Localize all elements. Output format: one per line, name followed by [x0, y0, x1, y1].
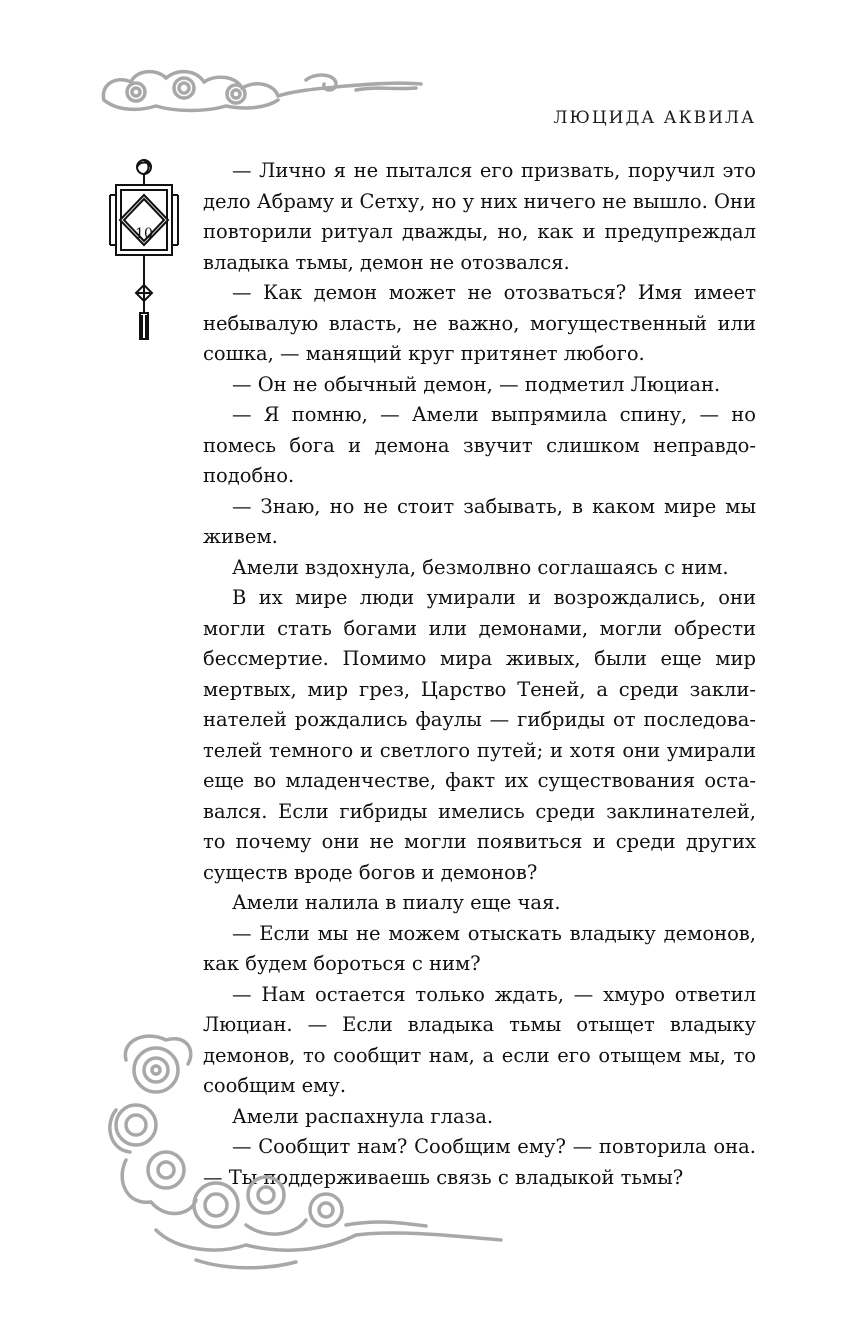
pendant-ornament-icon	[104, 155, 184, 345]
cloud-ornament-top-icon	[96, 60, 426, 120]
page-number: 10	[135, 226, 153, 242]
paragraph: В их мире люди умирали и возрождались, они могли стать богами или демонами, могли обрести бессмертие. Помимо мира живых, были еще мир мертвых, мир грез, Царство Теней, а среди заклинателей рождались фаулы — гибриды от последователей темного и светлого путей; и хотя они умирали еще во младенчестве, факт их существования оставался. Если гибриды имелись среди заклинателей, то почему они не могли появиться и среди других существ вроде богов и демонов?	[203, 586, 756, 884]
cloud-ornament-bottom-icon	[96, 1030, 506, 1280]
paragraph: — Лично я не пытался его призвать, поручил это дело Абраму и Сетху, но у них ничего не вышло. Они повторили ритуал дважды, но, как и предупреждал владыка тьмы, демон не отозвался.	[203, 159, 756, 274]
paragraph: Амели распахнула глаза.	[232, 1104, 494, 1128]
paragraph: — Я помню, — Амели выпрямила спину, — но помесь бога и демона звучит слишком неправдоподобно.	[203, 403, 756, 487]
paragraph: — Сообщит нам? Сообщим ему? — повторила она. — Ты поддерживаешь связь с владыкой тьмы?	[203, 1135, 756, 1189]
paragraph: Амели вздохнула, безмолвно соглашаясь с ним.	[232, 555, 729, 579]
running-header-title: ЛЮЦИДА АКВИЛА	[553, 108, 756, 128]
paragraph: Амели налила в пиалу еще чая.	[232, 891, 561, 914]
paragraph: — Если мы не можем отыскать владыку демонов, как будем бороться с ним?	[203, 921, 756, 975]
paragraph: — Знаю, но не стоит забывать, в каком мире мы живем.	[203, 494, 756, 548]
paragraph: — Как демон может не отозваться? Имя имеет небывалую власть, не важно, могущественный или сошка, — манящий круг притянет любого.	[203, 281, 756, 365]
paragraph: — Он не обычный демон, — подметил Люциан.	[232, 372, 721, 396]
paragraph: — Нам остается только ждать, — хмуро ответил Люциан. — Если владыка тьмы отыщет владыку демонов, то сообщит нам, а если его отыщем мы, то сообщим ему.	[203, 982, 756, 1097]
